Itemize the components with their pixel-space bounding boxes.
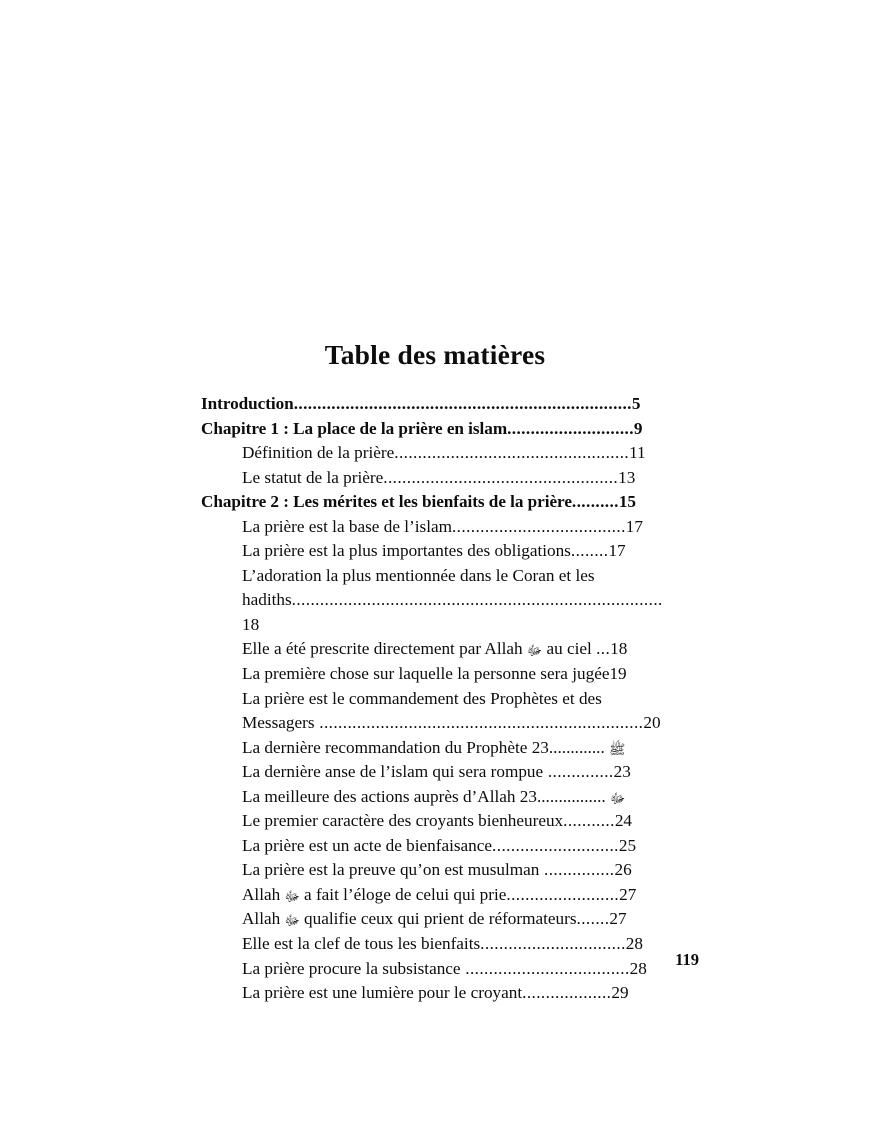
toc-entry[interactable]	[201, 490, 671, 515]
toc-page-number: 23	[613, 762, 631, 782]
toc-dot-leader: ..................................................	[383, 467, 619, 487]
toc-page-number: 24	[614, 811, 632, 831]
toc-entry[interactable]	[242, 834, 671, 859]
toc-entry-label: La prière est le commandement des Prophètes et des Messagers	[242, 688, 602, 733]
toc-page-number: 17	[608, 541, 626, 561]
toc-entry[interactable]	[242, 809, 671, 834]
toc-entry[interactable]	[242, 662, 671, 687]
toc-dot-leader: ..............	[543, 762, 614, 782]
toc-entry-label: Allah	[242, 884, 285, 904]
toc-dot-leader: .....................................................................	[314, 713, 644, 733]
toc-entry-label: La prière est la preuve qu’on est musulman	[242, 860, 540, 880]
toc-dot-leader: ........................................................................	[293, 394, 632, 413]
toc-entry-label: Elle a été prescrite directement par Allah	[242, 639, 527, 659]
toc-entry-label: Le statut de la prière	[242, 467, 384, 487]
toc-page-number: 11	[629, 443, 646, 463]
toc-entry[interactable]	[242, 736, 671, 761]
toc-entry[interactable]	[242, 981, 671, 1006]
toc-page-number: 25	[618, 835, 637, 855]
toc-dot-leader: ...............................	[480, 934, 626, 954]
toc-page-number: 5	[631, 394, 641, 413]
toc-page-number: 18	[242, 614, 260, 634]
toc-entry-label: Introduction	[201, 394, 294, 413]
prophet-honorific-icon: ﷺ	[609, 741, 626, 758]
toc-entry-label-cont: au ciel	[542, 639, 597, 659]
toc-page-number: 15	[618, 492, 636, 512]
toc-entry-label: La prière est un acte de bienfaisance	[242, 835, 493, 855]
toc-entry-label: La dernière anse de l’islam qui sera rompue	[242, 762, 544, 782]
toc-page-number: 27	[609, 909, 627, 929]
toc-page-number: 23	[519, 786, 537, 806]
page-number-folio: 119	[675, 950, 699, 969]
toc-page-number: 17	[625, 516, 643, 536]
page-title: Table des matières	[324, 339, 546, 371]
toc-dot-leader: .......	[576, 909, 610, 929]
toc-dot-leader: ..........	[571, 492, 619, 512]
toc-entry[interactable]	[242, 687, 671, 736]
toc-entry-label: La prière est la base de l’islam	[242, 516, 452, 536]
allah-honorific-icon: ﷻ	[284, 913, 300, 930]
toc-dot-leader: .............	[548, 737, 605, 757]
toc-entry-label: Le premier caractère des croyants bienheureux	[242, 811, 564, 831]
allah-honorific-icon: ﷻ	[610, 790, 626, 807]
toc-entry[interactable]	[242, 907, 671, 932]
toc-entry-label: L’adoration la plus mentionnée dans le Coran et les hadiths	[242, 565, 595, 610]
allah-honorific-icon: ﷻ	[526, 643, 543, 660]
toc-entry-label: Définition de la prière	[242, 443, 395, 463]
toc-entry-label: La première chose sur laquelle la personne sera jugée	[242, 664, 610, 684]
toc-entry-label: Chapitre 1 : La place de la prière en islam	[201, 418, 508, 438]
toc-dot-leader: ...............................................................................	[291, 590, 663, 610]
toc-dot-leader: ...........	[563, 811, 615, 831]
toc-entry-label-cont: qualifie ceux qui prient de réformateurs	[299, 909, 577, 929]
toc-dot-leader: ........................	[506, 884, 620, 904]
toc-entry[interactable]	[242, 785, 671, 810]
toc-page-number: 19	[609, 664, 627, 684]
toc-dot-leader: ........	[570, 541, 609, 561]
toc-entry-label: La prière procure la subsistance	[242, 958, 461, 978]
toc-entry[interactable]	[242, 564, 671, 638]
toc-entry[interactable]	[242, 883, 671, 908]
toc-page-number: 18	[610, 639, 628, 659]
table-of-contents	[201, 392, 671, 1006]
toc-entry[interactable]	[242, 539, 671, 564]
toc-entry[interactable]	[242, 957, 671, 982]
toc-dot-leader: ..................................................	[394, 443, 630, 463]
toc-dot-leader: ................	[536, 786, 606, 806]
toc-entry[interactable]	[242, 858, 671, 883]
toc-dot-leader: ...................	[522, 983, 612, 1003]
toc-dot-leader: ...........................	[507, 418, 634, 438]
allah-honorific-icon: ﷻ	[284, 888, 300, 905]
toc-dot-leader: ...	[596, 639, 611, 659]
toc-page-number: 27	[619, 884, 637, 904]
toc-page-number: 13	[618, 467, 636, 487]
toc-entry-label-cont: a fait l’éloge de celui qui prie	[299, 884, 507, 904]
toc-entry[interactable]	[242, 637, 671, 662]
toc-entry-label: La prière est une lumière pour le croyant	[242, 983, 523, 1003]
toc-page-number: 28	[625, 934, 643, 954]
toc-entry[interactable]	[242, 932, 671, 957]
toc-entry[interactable]	[242, 760, 671, 785]
toc-entry[interactable]	[201, 392, 671, 417]
toc-entry-label: Elle est la clef de tous les bienfaits	[242, 934, 481, 954]
toc-page-number: 23	[531, 737, 549, 757]
toc-page-number: 20	[643, 713, 661, 733]
toc-entry[interactable]	[242, 515, 671, 540]
toc-entry-label: La dernière recommandation du Prophète	[242, 737, 532, 757]
toc-dot-leader: ...........................	[492, 835, 619, 855]
toc-entry[interactable]	[201, 417, 671, 442]
toc-page-number: 28	[629, 958, 647, 978]
toc-entry[interactable]	[242, 441, 671, 466]
toc-entry-label: La meilleure des actions auprès d’Allah	[242, 786, 520, 806]
toc-dot-leader: ...............	[539, 860, 615, 880]
toc-page-number: 26	[614, 860, 632, 880]
toc-entry-label: Allah	[242, 909, 285, 929]
toc-dot-leader: ...................................	[460, 958, 630, 978]
toc-page-number: 9	[633, 418, 643, 438]
toc-page-number: 29	[611, 983, 629, 1003]
toc-entry[interactable]	[242, 466, 671, 491]
toc-entry-label: La prière est la plus importantes des obligations	[242, 541, 571, 561]
toc-entry-label: Chapitre 2 : Les mérites et les bienfaits de la prière	[201, 492, 572, 512]
toc-dot-leader: .....................................	[451, 516, 626, 536]
